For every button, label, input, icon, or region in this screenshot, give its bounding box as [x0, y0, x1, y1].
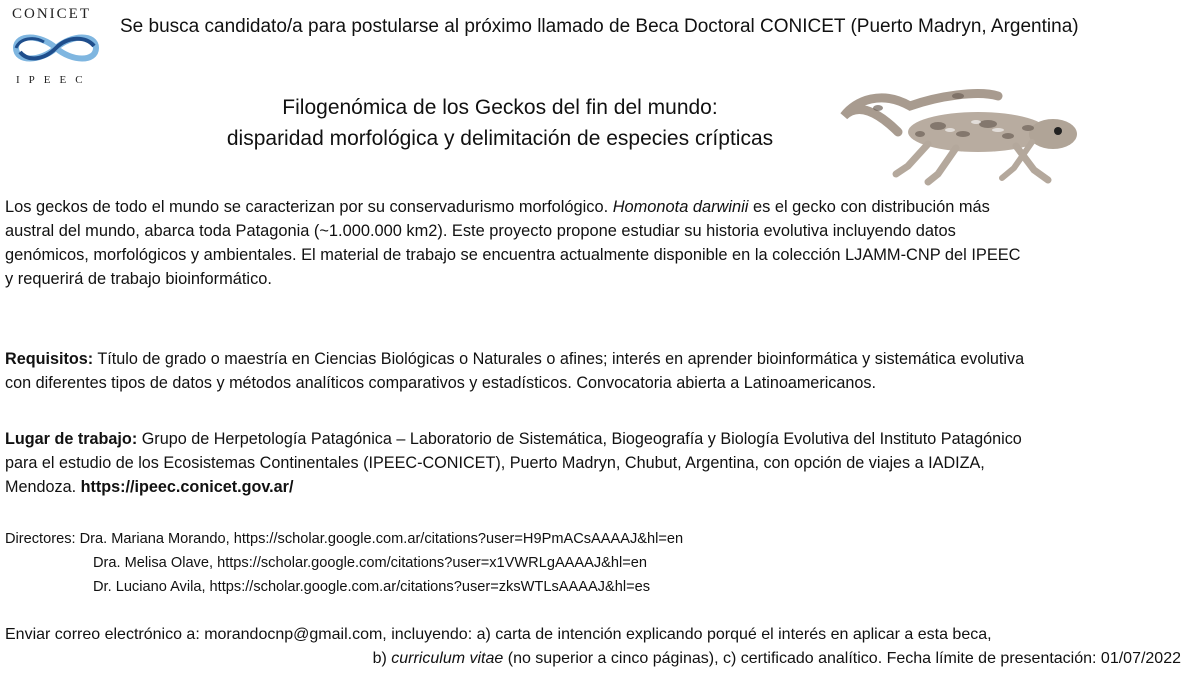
ipeec-link[interactable]: https://ipeec.conicet.gov.ar/ [80, 478, 294, 496]
header-text: Se busca candidato/a para postularse al próximo llamado de Beca Doctoral CONICET (Puerto Madryn, Argentina) [120, 16, 1079, 37]
intro-line-4: y requerirá de trabajo bioinformático. [5, 270, 272, 288]
requisitos-line-1 [5, 347, 1024, 371]
intro-line-1 [5, 195, 1021, 219]
director-1[interactable]: Dra. Mariana Morando, https://scholar.google.com.ar/citations?user=H9PmACsAAAAJ&hl=en [79, 531, 684, 547]
email-rest: (no superior a cinco páginas), c) certificado analítico. Fecha límite de presentación: 01/07/2022 [507, 650, 1181, 667]
director-3[interactable]: Dr. Luciano Avila, https://scholar.google.com.ar/citations?user=zksWTLsAAAAJ&hl=es [93, 579, 650, 595]
requisitos-line-2: con diferentes tipos de datos y métodos analíticos comparativos y estadísticos. Convocatoria abierta a Latinoamericanos. [5, 374, 876, 392]
title-line-1: Filogenómica de los Geckos del fin del mundo: [282, 96, 718, 119]
requisitos-paragraph [5, 347, 1024, 395]
project-title [150, 92, 850, 154]
lugar-label: Lugar de trabajo: [5, 430, 138, 448]
conicet-ipeec-logo [6, 4, 106, 90]
director-row [5, 551, 683, 575]
director-row [5, 575, 683, 599]
email-line-1: Enviar correo electrónico a: morandocnp@gmail.com, incluyendo: a) carta de intención explicando porqué el interés en aplicar a esta beca, [5, 626, 992, 643]
cv-text: curriculum vitae [391, 650, 504, 667]
email-prefix: b) [372, 650, 387, 667]
logo-infinity-icon [10, 26, 102, 70]
requisitos-label: Requisitos: [5, 350, 94, 368]
lugar-line-3 [5, 475, 1022, 499]
lugar-text-3: Mendoza. [5, 478, 77, 496]
intro-paragraph [5, 195, 1021, 291]
title-line-2: disparidad morfológica y delimitación de especies crípticas [226, 127, 774, 150]
email-line-2 [5, 647, 1181, 671]
email-paragraph [5, 623, 1181, 671]
gecko-image [838, 82, 1083, 194]
lugar-text-1: Grupo de Herpetología Patagónica – Laboratorio de Sistemática, Biogeografía y Biología Evolutiva del Instituto Patagónico [141, 430, 1022, 448]
logo-ipeec-text: IPEEC [16, 74, 92, 86]
intro-part-2: es el gecko con distribución más [753, 198, 990, 216]
lugar-paragraph [5, 427, 1022, 499]
director-2[interactable]: Dra. Melisa Olave, https://scholar.google.com/citations?user=x1VWRLgAAAAJ&hl=en [93, 555, 648, 571]
intro-line-3: genómicos, morfológicos y ambientales. El material de trabajo se encuentra actualmente disponible en la colección LJAMM-CNP del IPEEC [5, 246, 1021, 264]
directores-section [5, 527, 683, 599]
directores-label: Directores: [5, 531, 76, 547]
intro-part-1: Los geckos de todo el mundo se caracterizan por su conservadurismo morfológico. [5, 198, 609, 216]
species-name: Homonota darwinii [612, 198, 749, 216]
requisitos-text-1: Título de grado o maestría en Ciencias Biológicas o Naturales o afines; interés en aprender bioinformática y sistemática evolutiva [97, 350, 1025, 368]
lugar-line-1 [5, 427, 1022, 451]
logo-conicet-text: CONICET [12, 6, 91, 22]
intro-line-2: austral del mundo, abarca toda Patagonia (~1.000.000 km2). Este proyecto propone estudiar su historia evolutiva incluyendo datos [5, 222, 956, 240]
lugar-line-2: para el estudio de los Ecosistemas Continentales (IPEEC-CONICET), Puerto Madryn, Chubut, Argentina, con opción de viajes a IADIZA, [5, 454, 985, 472]
director-row [5, 527, 683, 551]
